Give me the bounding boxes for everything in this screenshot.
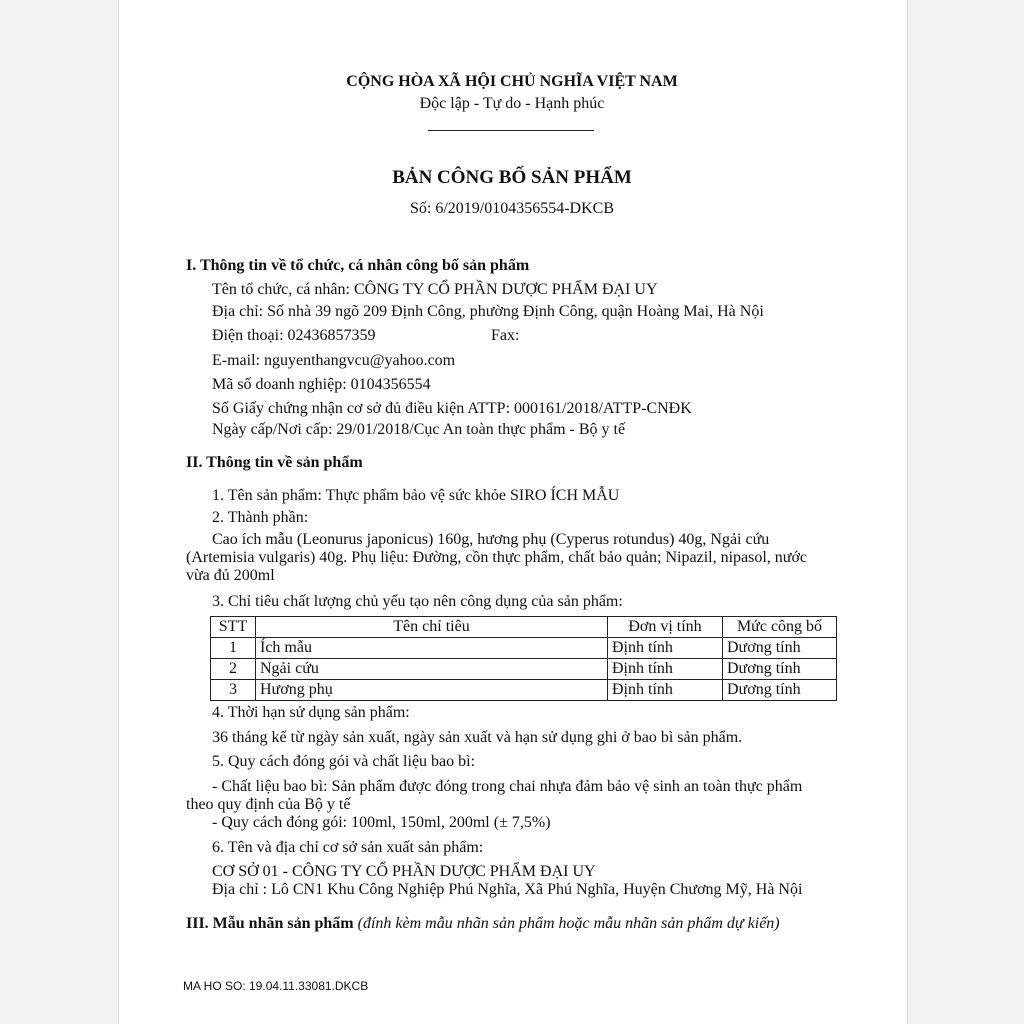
nation-header: CỘNG HÒA XÃ HỘI CHỦ NGHĨA VIỆT NAM <box>346 73 678 90</box>
section-3-heading <box>186 915 780 933</box>
ingredients-line: (Artemisia vulgaris) 40g. Phụ liệu: Đường, cồn thực phẩm, chất bảo quản; Nipazil, nipasol, nước <box>186 549 808 566</box>
org-name: Tên tổ chức, cá nhân: CÔNG TY CỔ PHẦN DƯỢC PHẨM ĐẠI UY <box>212 281 658 298</box>
cell: 2 <box>211 659 256 680</box>
packaging-material: theo quy định của Bộ y tế <box>186 796 351 813</box>
packaging-material: - Chất liệu bao bì: Sản phẩm được đóng trong chai nhựa đảm bảo vệ sinh an toàn thực phẩm <box>212 778 803 795</box>
item-6: 6. Tên và địa chỉ cơ sở sản xuất sản phẩm: <box>212 839 484 856</box>
item-1: 1. Tên sản phẩm: Thực phẩm bảo vệ sức khỏe SIRO ÍCH MẪU <box>212 487 620 504</box>
packing-spec: - Quy cách đóng gói: 100ml, 150ml, 200ml (± 7,5%) <box>212 814 551 831</box>
item-2: 2. Thành phần: <box>212 509 309 526</box>
item-3: 3. Chỉ tiêu chất lượng chủ yếu tạo nên công dụng của sản phẩm: <box>212 593 623 610</box>
cell: Ngải cứu <box>256 659 608 680</box>
table-header-row <box>211 617 837 638</box>
ingredients-line: Cao ích mẫu (Leonurus japonicus) 160g, hương phụ (Cyperus rotundus) 40g, Ngải cứu <box>212 531 770 548</box>
cell: Định tính <box>608 638 723 659</box>
header-cell: Mức công bố <box>723 617 837 638</box>
cell: Dương tính <box>723 638 837 659</box>
business-code: Mã số doanh nghiệp: 0104356554 <box>212 376 431 393</box>
cell: Dương tính <box>723 659 837 680</box>
section-1-heading: I. Thông tin về tổ chức, cá nhân công bố sản phẩm <box>186 257 530 274</box>
section-2-heading: II. Thông tin về sản phẩm <box>186 454 363 471</box>
org-address: Địa chỉ: Số nhà 39 ngõ 209 Định Công, phường Định Công, quận Hoàng Mai, Hà Nội <box>212 303 764 320</box>
item-4: 4. Thời hạn sử dụng sản phẩm: <box>212 704 410 721</box>
cell: Định tính <box>608 680 723 701</box>
table-row <box>211 680 837 701</box>
org-email: E-mail: nguyenthangvcu@yahoo.com <box>212 352 456 369</box>
page-title: BẢN CÔNG BỐ SẢN PHẨM <box>392 167 632 188</box>
table-row <box>211 659 837 680</box>
cell: 1 <box>211 638 256 659</box>
header-cell: Đơn vị tính <box>608 617 723 638</box>
issued: Ngày cấp/Nơi cấp: 29/01/2018/Cục An toàn thực phẩm - Bộ y tế <box>212 421 626 438</box>
cell: Hương phụ <box>256 680 608 701</box>
shelf-life: 36 tháng kể từ ngày sản xuất, ngày sản xuất và hạn sử dụng ghi ở bao bì sản phẩm. <box>212 729 743 746</box>
item-5: 5. Quy cách đóng gói và chất liệu bao bì: <box>212 753 476 770</box>
facility-name: CƠ SỞ 01 - CÔNG TY CỔ PHẦN DƯỢC PHẨM ĐẠI UY <box>212 863 596 880</box>
facility-address: Địa chỉ : Lô CN1 Khu Công Nghiệp Phú Nghĩa, Xã Phú Nghĩa, Huyện Chương Mỹ, Hà Nội <box>212 881 803 898</box>
cell: 3 <box>211 680 256 701</box>
org-fax: Fax: <box>491 327 520 344</box>
quality-table <box>210 616 837 701</box>
cell: Định tính <box>608 659 723 680</box>
header-cell: STT <box>211 617 256 638</box>
certificate: Số Giấy chứng nhận cơ sở đủ điều kiện ATTP: 000161/2018/ATTP-CNĐK <box>212 400 692 417</box>
table-row <box>211 638 837 659</box>
document-number: Số: 6/2019/0104356554-DKCB <box>409 200 614 217</box>
cell: Ích mẫu <box>256 638 608 659</box>
section-3-title: III. Mẫu nhãn sản phẩm <box>186 915 354 932</box>
ingredients-line: vừa đủ 200ml <box>186 567 275 584</box>
divider <box>428 130 594 131</box>
header-cell: Tên chỉ tiêu <box>256 617 608 638</box>
org-phone: Điện thoại: 02436857359 <box>212 327 376 344</box>
motto: Độc lập - Tự do - Hạnh phúc <box>419 95 605 112</box>
section-3-note: (đính kèm mẫu nhãn sản phẩm hoặc mẫu nhãn sản phẩm dự kiến) <box>357 915 780 932</box>
file-code: MA HO SO: 19.04.11.33081.DKCB <box>183 979 369 993</box>
cell: Dương tính <box>723 680 837 701</box>
